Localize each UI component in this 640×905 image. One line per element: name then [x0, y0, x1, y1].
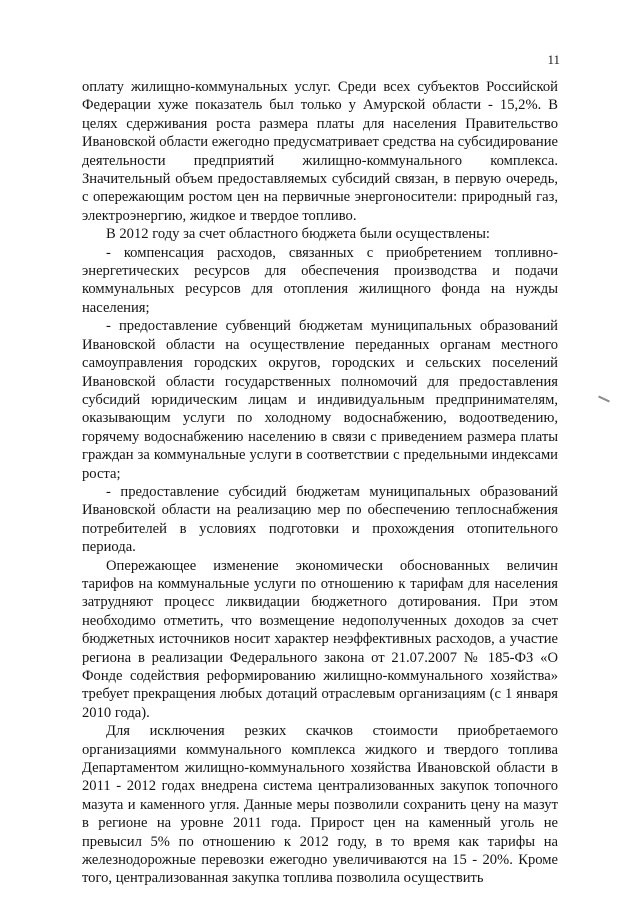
page-number: 11	[547, 52, 560, 67]
document-body	[82, 78, 558, 888]
paragraph-4: Для исключения резких скачков стоимости приобретаемого организациями коммунального комплекса жидкого и твердого топлива Департаментом жилищно-коммунального хозяйства Ивановской области в 2011 - 2012 годах внедрена система централизованных закупок топочного мазута и каменного угля. Данные меры позволили сохранить цену на мазут в регионе на уровне 2011 года. Прирост цен на каменный уголь не превысил 5% по отношению к 2012 году, в то время как тарифы на железнодорожные перевозки ежегодно увеличиваются на 15 - 20%. Кроме того, централизованная закупка топлива позволила осуществить	[82, 723, 558, 887]
paragraph-1: оплату жилищно-коммунальных услуг. Среди всех субъектов Российской Федерации хуже показатель был только у Амурской области - 15,2%. В целях сдерживания роста размера платы для населения Правительство Ивановской области ежегодно предусматривает средства на субсидирование деятельности предприятий жилищно-коммунального комплекса. Значительный объем предоставляемых субсидий связан, в первую очередь, с опережающим ростом цен на первичные энергоносители: природный газ, электроэнергию, жидкое и твердое топливо.	[82, 79, 558, 224]
paragraph-2: В 2012 году за счет областного бюджета были осуществлены:	[106, 226, 490, 243]
scan-mark	[598, 396, 610, 403]
list-item-2: - предоставление субвенций бюджетам муниципальных образований Ивановской области на осуществление переданных органам местного самоуправления городских округов, городских и сельских поселений Ивановской области государственных полномочий для предоставления субсидий юридическим лицам и индивидуальным предпринимателям, оказывающим услуги по холодному водоснабжению, водоотведению, горячему водоснабжению населению в связи с приведением размера платы граждан за коммунальные услуги в соответствии с предельными индексами роста;	[82, 318, 558, 482]
list-item-1: - компенсация расходов, связанных с приобретением топливно-энергетических ресурсов для обеспечения производства и подачи коммунальных ресурсов для отопления жилищного фонда на нужды населения;	[82, 244, 558, 316]
list-item-3: - предоставление субсидий бюджетам муниципальных образований Ивановской области на реализацию мер по обеспечению теплоснабжения потребителей в условиях подготовки и прохождения отопительного периода.	[82, 483, 558, 556]
paragraph-3: Опережающее изменение экономически обоснованных величин тарифов на коммунальные услуги по отношению к тарифам для населения затрудняют процесс ликвидации бюджетного дотирования. При этом необходимо отметить, что возмещение недополученных доходов за счет бюджетных источников носит характер неэффективных расходов, а участие региона в реализации Федерального закона от 21.07.2007 № 185-ФЗ «О Фонде содействия реформированию жилищно-коммунального хозяйства» требует прекращения любых дотаций отраслевым организациям (с 1 января 2010 года).	[82, 557, 558, 721]
